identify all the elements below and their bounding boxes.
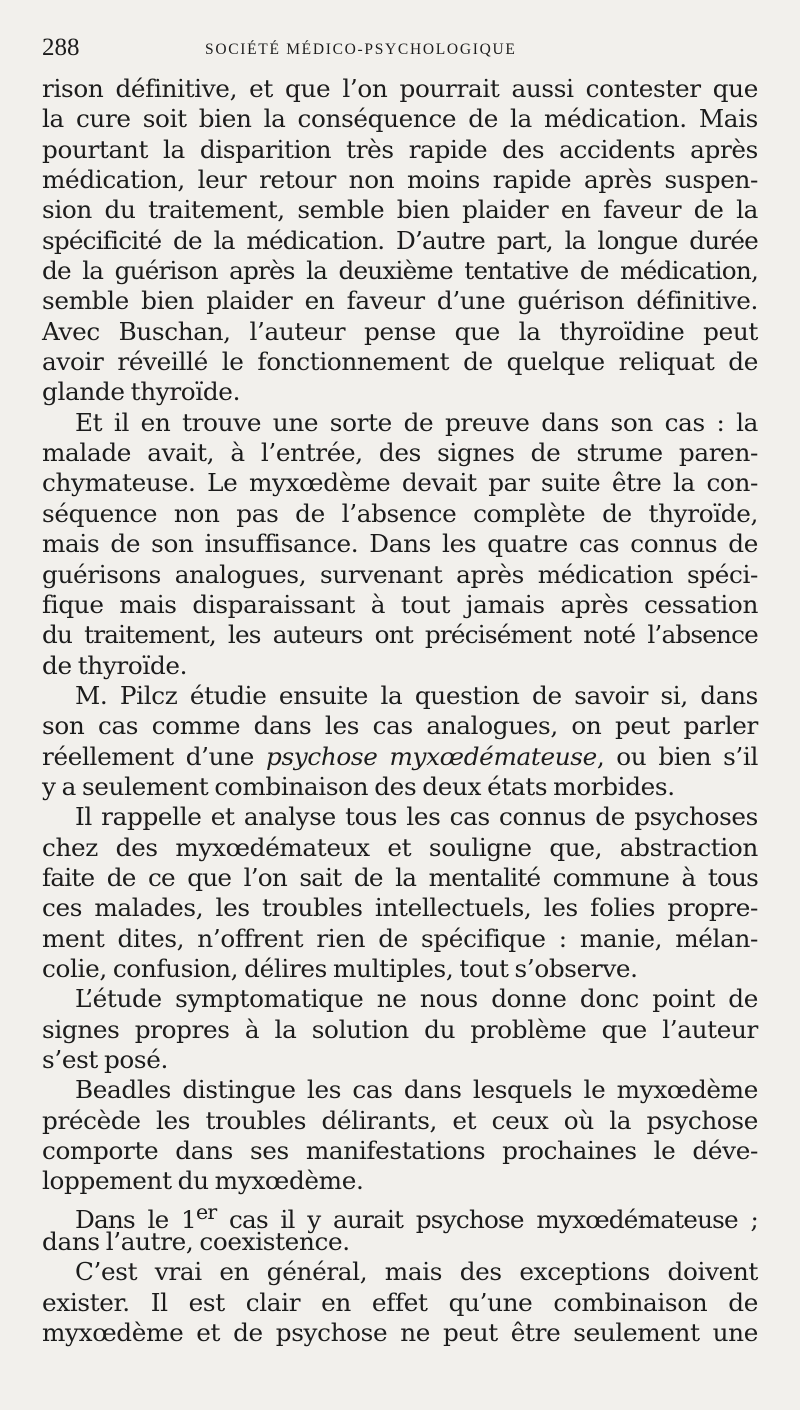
running-head: [42, 30, 760, 70]
text-line: ces malades, les troubles intellectuels, les folies propre-: [42, 893, 758, 923]
text-line: [42, 742, 758, 772]
ordinal-superscript: er: [195, 1199, 217, 1224]
line-segment: Dans le 1: [75, 1204, 196, 1234]
body-text: [42, 74, 758, 1348]
text-line: séquence non pas de l’absence complète de thyroïde,: [42, 498, 758, 528]
text-line: spécificité de la médication. D’autre part, la longue durée: [42, 225, 758, 255]
text-line: Et il en trouve une sorte de preuve dans son cas : la: [75, 407, 758, 437]
text-line: mais de son insuffisance. Dans les quatre cas connus de: [42, 529, 758, 559]
text-line: guérisons analogues, survenant après médication spéci-: [42, 559, 758, 589]
text-line: comporte dans ses manifestations prochaines le déve-: [42, 1136, 758, 1166]
text-line: fique mais disparaissant à tout jamais après cessation: [42, 589, 758, 619]
text-line: glande thyroïde.: [42, 377, 241, 407]
text-line: dans l’autre, coexistence.: [42, 1227, 350, 1257]
text-line: colie, confusion, délires multiples, tout s’observe.: [42, 953, 638, 983]
text-line: du traitement, les auteurs ont précisément noté l’absence: [42, 620, 758, 650]
text-line: y a seulement combinaison des deux états morbides.: [42, 771, 675, 801]
text-line: chymateuse. Le myxœdème devait par suite être la con-: [42, 468, 758, 498]
text-line: avoir réveillé le fonctionnement de quelque reliquat de: [42, 347, 758, 377]
text-line: de la guérison après la deuxième tentative de médication,: [42, 256, 758, 286]
text-line: loppement du myxœdème.: [42, 1166, 364, 1196]
text-line: [42, 1197, 758, 1234]
line-segment: réellement d’une: [42, 741, 266, 771]
line-segment: , ou bien s’il: [596, 741, 758, 771]
text-line: malade avait, à l’entrée, des signes de strume paren-: [42, 438, 758, 468]
text-line: chez des myxœdémateux et souligne que, abstraction: [42, 832, 758, 862]
text-line: faite de ce que l’on sait de la mentalité commune à tous: [42, 862, 758, 892]
text-line: signes propres à la solution du problème que l’auteur: [42, 1014, 758, 1044]
text-line: précède les troubles délirants, et ceux où la psychose: [42, 1105, 758, 1135]
text-line: son cas comme dans les cas analogues, on peut parler: [42, 711, 758, 741]
text-line: Beadles distingue les cas dans lesquels le myxœdème: [75, 1075, 758, 1105]
text-line: de thyroïde.: [42, 650, 188, 680]
text-line: pourtant la disparition très rapide des accidents après: [42, 134, 758, 164]
text-line: Il rappelle et analyse tous les cas connus de psychoses: [75, 802, 758, 832]
text-line: M. Pilcz étudie ensuite la question de savoir si, dans: [75, 680, 758, 710]
page-number: 288: [42, 34, 80, 61]
line-segment: cas il y aurait psychose myxœdémateuse ;: [216, 1204, 758, 1234]
text-line: semble bien plaider en faveur d’une guérison définitive.: [42, 286, 758, 316]
text-line: exister. Il est clair en effet qu’une combinaison de: [42, 1287, 758, 1317]
text-line: s’est posé.: [42, 1045, 169, 1074]
text-line: Avec Buschan, l’auteur pense que la thyroïdine peut: [42, 316, 758, 346]
text-line: rison définitive, et que l’on pourrait aussi contester que: [42, 74, 758, 103]
text-line: médication, leur retour non moins rapide après suspen-: [42, 165, 758, 195]
text-line: myxœdème et de psychose ne peut être seulement une: [42, 1318, 758, 1348]
running-title: SOCIÉTÉ MÉDICO-PSYCHOLOGIQUE: [205, 41, 517, 58]
text-line: sion du traitement, semble bien plaider en faveur de la: [42, 195, 758, 225]
text-line: L’étude symptomatique ne nous donne donc point de: [75, 984, 758, 1014]
text-line: la cure soit bien la conséquence de la médication. Mais: [42, 104, 758, 134]
text-line: ment dites, n’offrent rien de spécifique : manie, mélan-: [42, 923, 758, 953]
italic-phrase: psychose myxœdémateuse: [266, 741, 597, 771]
text-line: C’est vrai en général, mais des exceptions doivent: [75, 1257, 758, 1287]
